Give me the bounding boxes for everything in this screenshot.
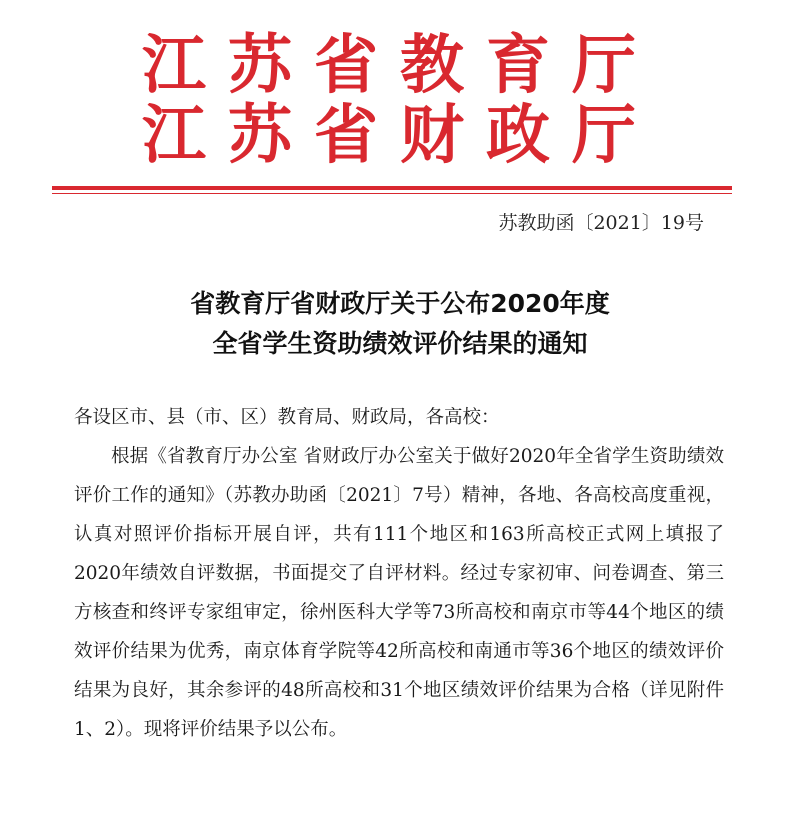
issuer-line-2: 江苏省财政厅 [142,98,658,173]
document-title-line-1: 省教育厅省财政厅关于公布2020年度 [190,289,610,318]
document-number: 苏教助函〔2021〕19号 [498,212,704,234]
body-paragraph: 根据《省教育厅办公室 省财政厅办公室关于做好2020年全省学生资助绩效评价工作的通知》（苏教办助函〔2021〕7号）精神，各地、各高校高度重视，认真对照评价指标开展自评，共有111个地区和163所高校正式网上填报了2020年绩效自评数据，书面提交了自评材料。经过专家初审、问卷调查、第三方核查和终评专家组审定，徐州医科大学等73所高校和南京市等44个地区的绩效评价结果为优秀，南京体育学院等42所高校和南通市等36个地区的绩效评价结果为良好，其余参评的48所高校和31个地区绩效评价结果为合格（详见附件1、2）。现将评价结果予以公布。 [74,446,724,740]
document-title-line-2: 全省学生资助绩效评价结果的通知 [212,329,588,358]
red-separator-thin [52,193,732,194]
salutation: 各设区市、县（市、区）教育局、财政局，各高校： [74,407,500,428]
issuer-line-1: 江苏省教育厅 [142,28,658,103]
red-separator-thick [52,186,732,190]
